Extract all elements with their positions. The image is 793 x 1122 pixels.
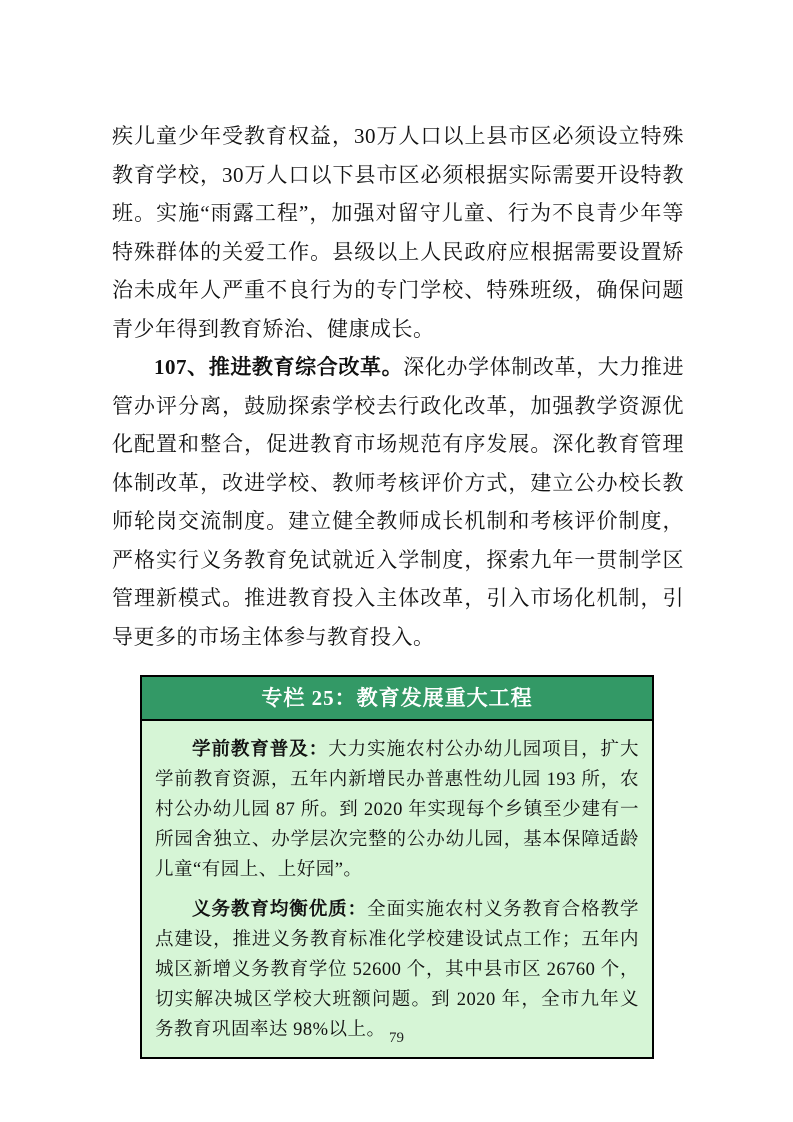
paragraph-text: 深化办学体制改革，大力推进管办评分离，鼓励探索学校去行政化改革，加强教学资源优化配置和整合，促进教育市场规范有序发展。深化教育管理体制改革，改进学校、教师考核评价方式，建立公办校长教师轮岗交流制度。建立健全教师成长机制和考核评价制度，严格实行义务教育免试就近入学制度，探索九年一贯制学区管理新模式。推进教育投入主体改革，引入市场化机制，引导更多的市场主体参与教育投入。 bbox=[112, 355, 685, 649]
paragraph-item-107 bbox=[112, 348, 684, 656]
callout-paragraph-text: 大力实施农村公办幼儿园项目，扩大学前教育资源，五年内新增民办普惠性幼儿园 193 所，农村公办幼儿园 87 所。到 2020 年实现每个乡镇至少建有一所园舍独立、办学层次完整的公办幼儿园，基本保障适龄儿童“有园上、上好园”。 bbox=[155, 740, 639, 880]
main-text-block bbox=[112, 117, 684, 1059]
paragraph-continuation bbox=[112, 117, 684, 348]
paragraph-bold-lead: 107、推进教育综合改革。 bbox=[154, 355, 404, 379]
callout-box bbox=[140, 675, 654, 1059]
callout-bold-lead: 义务教育均衡优质： bbox=[192, 900, 368, 920]
callout-title: 专栏 25：教育发展重大工程 bbox=[142, 677, 652, 721]
callout-paragraph-text: 全面实施农村义务教育合格教学点建设，推进义务教育标准化学校建设试点工作；五年内城区新增义务教育学位 52600 个，其中县市区 26760 个，切实解决城区学校大班额问题。到 2020 年，全市九年义务教育巩固率达 98%以上。 bbox=[155, 900, 639, 1040]
callout-paragraph-compulsory bbox=[155, 895, 639, 1045]
paragraph-text: 疾儿童少年受教育权益，30万人口以上县市区必须设立特殊教育学校，30万人口以下县市区必须根据实际需要开设特教班。实施“雨露工程”，加强对留守儿童、行为不良青少年等特殊群体的关爱工作。县级以上人民政府应根据需要设置矫治未成年人严重不良行为的专门学校、特殊班级，确保问题青少年得到教育矫治、健康成长。 bbox=[112, 124, 684, 341]
page-number: 79 bbox=[389, 1030, 404, 1046]
callout-paragraph-preschool bbox=[155, 735, 639, 885]
callout-bold-lead: 学前教育普及： bbox=[192, 740, 329, 760]
callout-body bbox=[142, 721, 652, 1057]
